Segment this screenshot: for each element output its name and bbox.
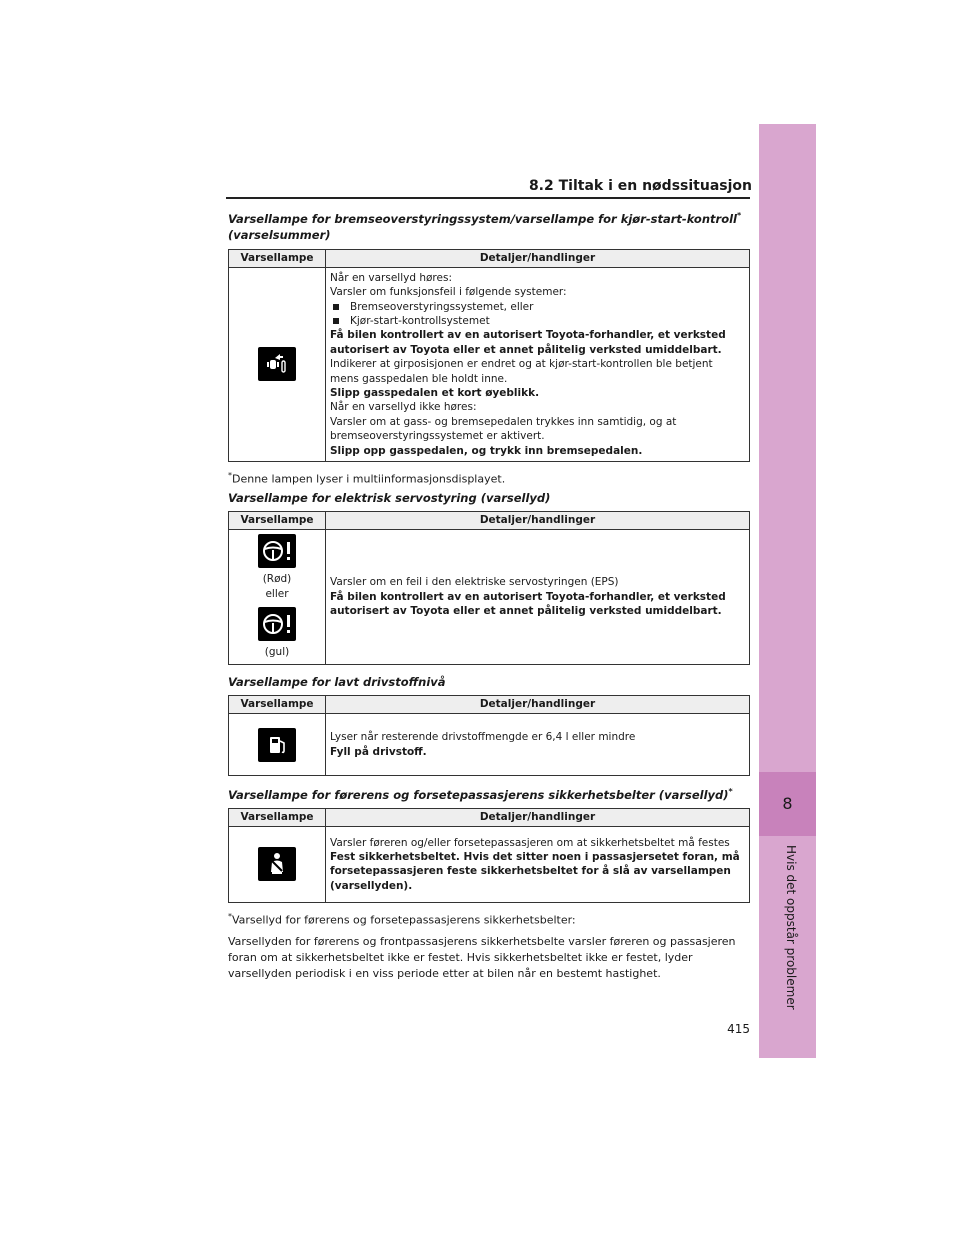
section-heading: 8.2 Tiltak i en nødssituasjon [528, 178, 752, 194]
steering-warning-icon [258, 534, 296, 568]
chapter-title: Hvis det oppstår problemer [784, 845, 798, 1010]
col-header-details: Detaljer/handlinger [326, 249, 750, 267]
warning-table [228, 511, 750, 665]
col-header-details: Detaljer/handlinger [326, 696, 750, 714]
label-red: (Rød) [262, 573, 292, 586]
action-text: Få bilen kontrollert av en autorisert Toyota-forhandler, et verksted autorisert av Toyota eller et annet pålitelig verksted umiddelbart. [330, 590, 726, 618]
detail-line: Varsler føreren og/eller forsetepassasjeren om at sikkerhetsbeltet må festes [330, 836, 730, 849]
detail-line: Indikerer at girposisjonen er endret og at kjør-start-kontrollen ble betjent mens gasspedalen ble holdt inne. [330, 358, 713, 385]
body-paragraph: Varsellyden for førerens og frontpassasjerens sikkerhetsbelte varsler føreren og passasjeren foran om at sikkerhetsbeltet ikke er festet. Hvis sikkerhetsbeltet ikke er festet, lyder varsellyden periodisk i en viss periode etter at bilen når en bestemt hastighet. [228, 935, 736, 981]
detail-line: Varsler om at gass- og bremsepedalen trykkes inn samtidig, og at bremseoverstyringssystemet er aktivert. [330, 415, 677, 443]
page-number: 415 [727, 1022, 750, 1036]
brake-override-icon [258, 347, 296, 381]
footnote: *Varsellyd for førerens og forsetepassasjerens sikkerhetsbelter: [228, 911, 576, 927]
section-brake-override [228, 208, 750, 488]
label-or: eller [265, 587, 289, 600]
section-title: Varsellampe for elektrisk servostyring (varsellyd) [228, 491, 551, 505]
section-title: Varsellampe for bremseoverstyringssystem/varsellampe for kjør-start-kontroll* (varselsummer) [228, 211, 742, 242]
col-header-lamp: Varsellampe [229, 249, 326, 267]
col-header-lamp: Varsellampe [229, 696, 326, 714]
seatbelt-icon [258, 847, 296, 881]
action-text: Fest sikkerhetsbeltet. Hvis det sitter noen i passasjersetet foran, må forsetepassasjeren feste sikkerhetsbeltet for å slå av varsellampen (varsellyden). [330, 850, 740, 892]
action-text: Slipp opp gasspedalen, og trykk inn bremsepedalen. [330, 444, 643, 457]
warning-table [228, 695, 750, 776]
section-low-fuel [228, 674, 750, 776]
bullet-item: Bremseoverstyringssystemet, eller [330, 300, 743, 314]
section-title: Varsellampe for førerens og forsetepassasjerens sikkerhetsbelter (varsellyd)* [228, 787, 733, 802]
chapter-number: 8 [759, 772, 816, 836]
col-header-lamp: Varsellampe [229, 512, 326, 530]
col-header-lamp: Varsellampe [229, 808, 326, 826]
section-power-steering [228, 490, 750, 665]
fuel-pump-icon [258, 728, 296, 762]
bullet-item: Kjør-start-kontrollsystemet [330, 314, 743, 328]
detail-line: Lyser når resterende drivstoffmengde er 6,4 l eller mindre [330, 731, 636, 744]
warning-table [228, 808, 750, 903]
steering-warning-icon [258, 607, 296, 641]
action-text: Fyll på drivstoff. [330, 745, 427, 758]
detail-line: Når en varsellyd høres: [330, 271, 452, 284]
detail-line: Varsler om funksjonsfeil i følgende systemer: [330, 286, 567, 299]
label-yellow: (gul) [264, 646, 290, 659]
action-text: Få bilen kontrollert av en autorisert Toyota-forhandler, et verksted autorisert av Toyota eller et annet pålitelig verksted umiddelbart. [330, 329, 726, 356]
section-seatbelt [228, 784, 750, 982]
footnote: *Denne lampen lyser i multiinformasjonsdisplayet. [228, 471, 506, 486]
detail-line: Varsler om en feil i den elektriske servostyringen (EPS) [330, 576, 619, 589]
section-title: Varsellampe for lavt drivstoffnivå [228, 675, 446, 689]
col-header-details: Detaljer/handlinger [326, 808, 750, 826]
detail-line: Når en varsellyd ikke høres: [330, 401, 477, 414]
header-rule [226, 197, 750, 199]
col-header-details: Detaljer/handlinger [326, 512, 750, 530]
action-text: Slipp gasspedalen et kort øyeblikk. [330, 387, 540, 400]
warning-table [228, 249, 750, 462]
